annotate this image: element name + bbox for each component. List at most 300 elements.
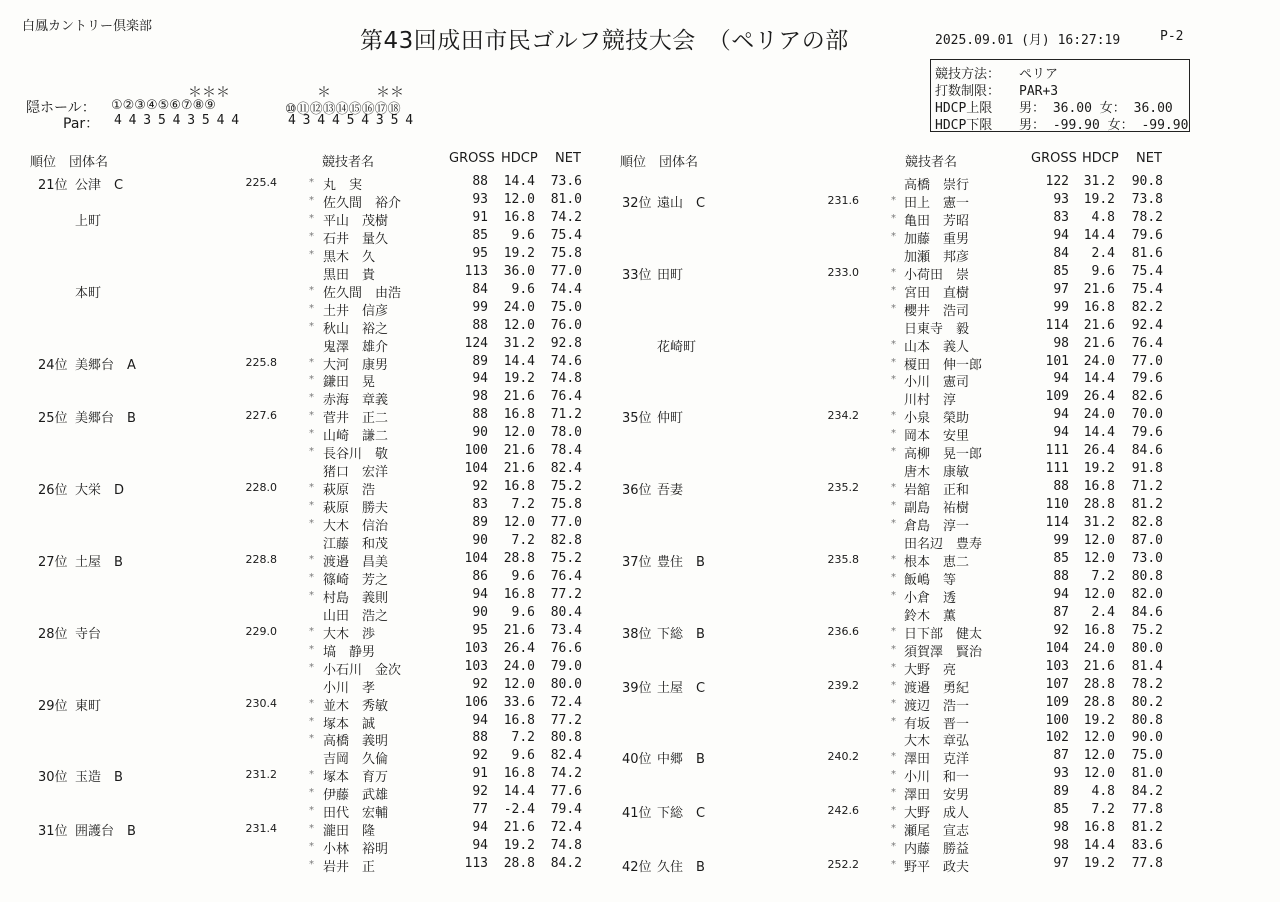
counted-mark: * xyxy=(891,428,896,439)
net-cell: 74.8 xyxy=(550,371,582,386)
player-name-cell: 塚本 誠 xyxy=(323,717,376,732)
gross-cell: 93 xyxy=(1053,766,1069,781)
player-name-cell: 猪口 宏洋 xyxy=(323,465,389,480)
player-name-cell: 秋山 裕之 xyxy=(323,322,389,337)
hdcp-cell: 24.0 xyxy=(503,659,535,674)
net-cell: 74.8 xyxy=(550,838,582,853)
player-name-cell: 加藤 重男 xyxy=(904,232,970,247)
gross-cell: 94 xyxy=(472,820,488,835)
net-cell: 80.8 xyxy=(1131,713,1163,728)
gross-cell: 90 xyxy=(472,533,488,548)
hdcp-cell: 31.2 xyxy=(503,336,535,351)
net-cell: 84.6 xyxy=(1131,605,1163,620)
left-col-net: NET xyxy=(555,151,581,166)
counted-mark: * xyxy=(309,357,314,368)
gross-cell: 92 xyxy=(472,784,488,799)
rank-cell: 27位 xyxy=(38,555,68,570)
net-cell: 81.0 xyxy=(550,192,582,207)
rank-cell: 21位 xyxy=(38,178,68,193)
hdcp-cell: 12.0 xyxy=(1083,587,1115,602)
counted-mark: * xyxy=(309,716,314,727)
player-name-cell: 小林 裕明 xyxy=(323,842,389,857)
player-name-cell: 澤田 克洋 xyxy=(904,752,970,767)
hdcp-cell: 12.0 xyxy=(1083,533,1115,548)
gross-cell: 104 xyxy=(1045,641,1069,656)
net-cell: 75.4 xyxy=(1131,264,1163,279)
player-name-cell: 萩原 勝夫 xyxy=(323,501,389,516)
gross-cell: 100 xyxy=(464,443,488,458)
hdcp-cell: 24.0 xyxy=(1083,407,1115,422)
team-cell: 田町 xyxy=(657,268,684,283)
counted-mark: * xyxy=(891,339,896,350)
gross-cell: 95 xyxy=(472,246,488,261)
player-name-cell: 鈴木 薫 xyxy=(904,609,957,624)
hdcp-cell: 14.4 xyxy=(1083,838,1115,853)
player-name-cell: 小川 孝 xyxy=(323,681,376,696)
gross-cell: 109 xyxy=(1045,695,1069,710)
gross-cell: 94 xyxy=(472,838,488,853)
left-col-player: 競技者名 xyxy=(322,155,375,170)
net-cell: 78.4 xyxy=(550,443,582,458)
net-cell: 79.6 xyxy=(1131,228,1163,243)
team-cell: 美郷台 A xyxy=(75,358,136,373)
team-cell: 美郷台 B xyxy=(75,411,136,426)
counted-mark: * xyxy=(891,357,896,368)
right-col-hdcp: HDCP xyxy=(1082,151,1119,166)
rank-cell: 24位 xyxy=(38,358,68,373)
hdcp-cell: 12.0 xyxy=(503,192,535,207)
player-name-cell: 佐久間 由浩 xyxy=(323,286,402,301)
player-name-cell: 榎田 伸一郎 xyxy=(904,358,983,373)
counted-mark: * xyxy=(891,267,896,278)
gross-cell: 114 xyxy=(1045,318,1069,333)
player-name-cell: 日東寺 毅 xyxy=(904,322,970,337)
team-cell: 公津 C xyxy=(75,178,124,193)
counted-mark: * xyxy=(891,823,896,834)
hdcp-cell: 14.4 xyxy=(503,784,535,799)
counted-mark: * xyxy=(309,733,314,744)
net-cell: 76.4 xyxy=(1131,336,1163,351)
rank-cell: 38位 xyxy=(622,627,652,642)
gross-cell: 94 xyxy=(1053,407,1069,422)
hdcp-cell: 2.4 xyxy=(1091,246,1115,261)
club-name: 白鳳カントリー倶楽部 xyxy=(22,19,153,34)
net-cell: 74.6 xyxy=(550,354,582,369)
counted-mark: * xyxy=(891,698,896,709)
counted-mark: * xyxy=(309,392,314,403)
counted-mark: * xyxy=(891,195,896,206)
net-cell: 79.6 xyxy=(1131,425,1163,440)
player-name-cell: 吉岡 久倫 xyxy=(323,752,389,767)
gross-cell: 91 xyxy=(472,210,488,225)
hdcp-cell: 16.8 xyxy=(1083,820,1115,835)
player-name-cell: 瀬尾 宣志 xyxy=(904,824,970,839)
back-hole-numbers: ⑩⑪⑫⑬⑭⑮⑯⑰⑱ xyxy=(285,102,401,117)
net-cell: 76.0 xyxy=(550,318,582,333)
hdcp-cell: 14.4 xyxy=(1083,228,1115,243)
gross-cell: 104 xyxy=(464,551,488,566)
player-name-cell: 江藤 和茂 xyxy=(323,537,389,552)
right-col-gross: GROSS xyxy=(1031,151,1077,166)
hdcp-cell: 12.0 xyxy=(503,515,535,530)
gross-cell: 99 xyxy=(1053,533,1069,548)
player-name-cell: 渡邉 昌美 xyxy=(323,555,389,570)
team-total-cell: 225.8 xyxy=(245,356,277,369)
counted-mark: * xyxy=(891,644,896,655)
hdcp-cell: 2.4 xyxy=(1091,605,1115,620)
player-name-cell: 川村 淳 xyxy=(904,393,957,408)
player-name-cell: 山崎 謙二 xyxy=(323,429,389,444)
gross-cell: 102 xyxy=(1045,730,1069,745)
player-name-cell: 高橋 崇行 xyxy=(904,178,970,193)
counted-mark: * xyxy=(309,859,314,870)
hdcp-cell: 12.0 xyxy=(1083,730,1115,745)
gross-cell: 84 xyxy=(1053,246,1069,261)
counted-mark: * xyxy=(309,249,314,260)
counted-mark: * xyxy=(891,841,896,852)
net-cell: 82.6 xyxy=(1131,389,1163,404)
net-cell: 73.0 xyxy=(1131,551,1163,566)
player-name-cell: 加瀬 邦彦 xyxy=(904,250,970,265)
counted-mark: * xyxy=(309,500,314,511)
gross-cell: 88 xyxy=(1053,569,1069,584)
hdcp-cell: 14.4 xyxy=(1083,425,1115,440)
hdcp-cell: 12.0 xyxy=(1083,551,1115,566)
player-name-cell: 小石川 金次 xyxy=(323,663,402,678)
gross-cell: 103 xyxy=(464,641,488,656)
rule-stroke-limit: 打数制限： PAR+3 xyxy=(935,84,1059,99)
net-cell: 82.2 xyxy=(1131,300,1163,315)
hdcp-cell: 28.8 xyxy=(503,856,535,871)
net-cell: 77.8 xyxy=(1131,802,1163,817)
gross-cell: 94 xyxy=(472,713,488,728)
hdcp-cell: 9.6 xyxy=(511,748,535,763)
hdcp-cell: 19.2 xyxy=(503,371,535,386)
counted-mark: * xyxy=(309,518,314,529)
gross-cell: 100 xyxy=(1045,713,1069,728)
net-cell: 75.0 xyxy=(1131,748,1163,763)
back-par-values: 4 3 4 4 5 4 3 5 4 xyxy=(288,113,413,128)
net-cell: 74.2 xyxy=(550,766,582,781)
gross-cell: 85 xyxy=(1053,802,1069,817)
hdcp-cell: 19.2 xyxy=(1083,461,1115,476)
hdcp-cell: 24.0 xyxy=(1083,641,1115,656)
team-cell: 久住 B xyxy=(657,860,705,875)
hdcp-cell: 21.6 xyxy=(503,461,535,476)
counted-mark: * xyxy=(891,859,896,870)
counted-mark: * xyxy=(891,500,896,511)
gross-cell: 88 xyxy=(1053,479,1069,494)
player-name-cell: 赤海 章義 xyxy=(323,393,389,408)
counted-mark: * xyxy=(891,374,896,385)
gross-cell: 99 xyxy=(1053,300,1069,315)
team-cell: 遠山 C xyxy=(657,196,706,211)
page-title: 第43回成田市民ゴルフ競技大会 （ペリアの部 xyxy=(360,28,849,54)
hdcp-cell: 16.8 xyxy=(503,713,535,728)
rank-cell: 26位 xyxy=(38,483,68,498)
player-name-cell: 黒田 貴 xyxy=(323,268,376,283)
net-cell: 90.0 xyxy=(1131,730,1163,745)
net-cell: 72.4 xyxy=(550,820,582,835)
print-datetime: 2025.09.01 (月) 16:27:19 xyxy=(935,33,1121,48)
player-name-cell: 土井 信彦 xyxy=(323,304,389,319)
counted-mark: * xyxy=(309,374,314,385)
counted-mark: * xyxy=(891,572,896,583)
player-name-cell: 副島 祐樹 xyxy=(904,501,970,516)
hdcp-cell: 28.8 xyxy=(1083,695,1115,710)
player-name-cell: 大木 渉 xyxy=(323,627,376,642)
page-number: P-2 xyxy=(1160,29,1184,44)
rank-cell: 39位 xyxy=(622,681,652,696)
hdcp-cell: 4.8 xyxy=(1091,784,1115,799)
counted-mark: * xyxy=(891,680,896,691)
hdcp-cell: 9.6 xyxy=(511,605,535,620)
hdcp-cell: 28.8 xyxy=(503,551,535,566)
player-name-cell: 丸 実 xyxy=(323,178,363,193)
counted-mark: * xyxy=(309,195,314,206)
gross-cell: 95 xyxy=(472,623,488,638)
gross-cell: 92 xyxy=(472,748,488,763)
gross-cell: 92 xyxy=(472,677,488,692)
rank-cell: 36位 xyxy=(622,483,652,498)
net-cell: 81.6 xyxy=(1131,246,1163,261)
net-cell: 79.0 xyxy=(550,659,582,674)
front-par-values: 4 4 3 5 4 3 5 4 4 xyxy=(114,113,239,128)
team-total-cell: 229.0 xyxy=(245,625,277,638)
counted-mark: * xyxy=(309,554,314,565)
gross-cell: 106 xyxy=(464,695,488,710)
gross-cell: 86 xyxy=(472,569,488,584)
counted-mark: * xyxy=(309,321,314,332)
net-cell: 81.2 xyxy=(1131,497,1163,512)
counted-mark: * xyxy=(309,769,314,780)
gross-cell: 107 xyxy=(1045,677,1069,692)
net-cell: 77.0 xyxy=(1131,354,1163,369)
player-name-cell: 田上 憲一 xyxy=(904,196,970,211)
gross-cell: 99 xyxy=(472,300,488,315)
counted-mark: * xyxy=(891,787,896,798)
hdcp-cell: 24.0 xyxy=(1083,354,1115,369)
gross-cell: 122 xyxy=(1045,174,1069,189)
net-cell: 78.2 xyxy=(1131,677,1163,692)
gross-cell: 94 xyxy=(472,587,488,602)
team-cell: 吾妻 xyxy=(657,483,684,498)
gross-cell: 87 xyxy=(1053,748,1069,763)
hdcp-cell: 16.8 xyxy=(503,210,535,225)
hdcp-cell: 7.2 xyxy=(511,730,535,745)
net-cell: 76.4 xyxy=(550,569,582,584)
counted-mark: * xyxy=(309,644,314,655)
team-total-cell: 230.4 xyxy=(245,697,277,710)
front-hidden-stars: ＊＊＊ xyxy=(188,85,230,101)
gross-cell: 84 xyxy=(472,282,488,297)
hdcp-cell: 9.6 xyxy=(511,569,535,584)
counted-mark: * xyxy=(891,410,896,421)
counted-mark: * xyxy=(891,285,896,296)
hdcp-cell: 7.2 xyxy=(1091,802,1115,817)
hdcp-cell: 16.8 xyxy=(1083,479,1115,494)
counted-mark: * xyxy=(891,213,896,224)
hdcp-cell: 21.6 xyxy=(1083,282,1115,297)
net-cell: 81.0 xyxy=(1131,766,1163,781)
team-total-cell: 236.6 xyxy=(827,625,859,638)
player-name-cell: 鎌田 晃 xyxy=(323,375,376,390)
player-name-cell: 佐久間 裕介 xyxy=(323,196,402,211)
net-cell: 76.4 xyxy=(550,389,582,404)
gross-cell: 90 xyxy=(472,425,488,440)
hdcp-cell: 7.2 xyxy=(1091,569,1115,584)
player-name-cell: 高橋 義明 xyxy=(323,734,389,749)
gross-cell: 88 xyxy=(472,730,488,745)
left-col-rank-team: 順位 団体名 xyxy=(30,155,109,170)
net-cell: 92.8 xyxy=(550,336,582,351)
hdcp-cell: 33.6 xyxy=(503,695,535,710)
rank-cell: 33位 xyxy=(622,268,652,283)
hdcp-cell: 19.2 xyxy=(1083,713,1115,728)
gross-cell: 94 xyxy=(472,371,488,386)
team-total-cell: 235.8 xyxy=(827,553,859,566)
player-name-cell: 小川 和一 xyxy=(904,770,970,785)
player-name-cell: 伊藤 武雄 xyxy=(323,788,389,803)
player-name-cell: 小荷田 崇 xyxy=(904,268,970,283)
hdcp-cell: 19.2 xyxy=(503,838,535,853)
hdcp-cell: 16.8 xyxy=(1083,300,1115,315)
right-col-rank-team: 順位 団体名 xyxy=(620,155,699,170)
team-cell: 下総 C xyxy=(657,806,706,821)
counted-mark: * xyxy=(891,518,896,529)
gross-cell: 85 xyxy=(472,228,488,243)
gross-cell: 91 xyxy=(472,766,488,781)
net-cell: 78.0 xyxy=(550,425,582,440)
net-cell: 81.4 xyxy=(1131,659,1163,674)
team-total-cell: 231.2 xyxy=(245,768,277,781)
team-cell: 東町 xyxy=(75,699,102,714)
net-cell: 77.0 xyxy=(550,515,582,530)
player-name-cell: 大河 康男 xyxy=(323,358,389,373)
counted-mark: * xyxy=(891,303,896,314)
counted-mark: * xyxy=(309,177,314,188)
player-name-cell: 岩舘 正和 xyxy=(904,483,970,498)
net-cell: 77.2 xyxy=(550,713,582,728)
counted-mark: * xyxy=(309,446,314,457)
hdcp-cell: 16.8 xyxy=(503,587,535,602)
team-total-cell: 239.2 xyxy=(827,679,859,692)
player-name-cell: 日下部 健太 xyxy=(904,627,983,642)
rank-cell: 31位 xyxy=(38,824,68,839)
gross-cell: 111 xyxy=(1045,443,1069,458)
counted-mark: * xyxy=(891,769,896,780)
gross-cell: 113 xyxy=(464,856,488,871)
team-cell: 本町 xyxy=(75,286,102,301)
rank-cell: 41位 xyxy=(622,806,652,821)
hdcp-cell: 14.4 xyxy=(503,174,535,189)
player-name-cell: 有坂 晋一 xyxy=(904,717,970,732)
hdcp-cell: 28.8 xyxy=(1083,497,1115,512)
gross-cell: 111 xyxy=(1045,461,1069,476)
gross-cell: 110 xyxy=(1045,497,1069,512)
net-cell: 80.0 xyxy=(550,677,582,692)
player-name-cell: 山田 浩之 xyxy=(323,609,389,624)
gross-cell: 97 xyxy=(1053,856,1069,871)
net-cell: 72.4 xyxy=(550,695,582,710)
rule-hdcp-lower: HDCP下限 男： -99.90 女： -99.90 xyxy=(935,118,1189,133)
player-name-cell: 平山 茂樹 xyxy=(323,214,389,229)
net-cell: 92.4 xyxy=(1131,318,1163,333)
gross-cell: 94 xyxy=(1053,228,1069,243)
counted-mark: * xyxy=(309,213,314,224)
rank-cell: 25位 xyxy=(38,411,68,426)
hdcp-cell: 14.4 xyxy=(503,354,535,369)
gross-cell: 98 xyxy=(1053,820,1069,835)
hdcp-cell: 19.2 xyxy=(1083,856,1115,871)
hdcp-cell: 24.0 xyxy=(503,300,535,315)
net-cell: 82.4 xyxy=(550,461,582,476)
counted-mark: * xyxy=(309,787,314,798)
hdcp-cell: 12.0 xyxy=(503,425,535,440)
player-name-cell: 塚本 育万 xyxy=(323,770,389,785)
net-cell: 75.8 xyxy=(550,246,582,261)
net-cell: 91.8 xyxy=(1131,461,1163,476)
counted-mark: * xyxy=(891,805,896,816)
rank-cell: 40位 xyxy=(622,752,652,767)
net-cell: 80.8 xyxy=(550,730,582,745)
net-cell: 74.2 xyxy=(550,210,582,225)
gross-cell: 98 xyxy=(472,389,488,404)
net-cell: 73.6 xyxy=(550,174,582,189)
gross-cell: 92 xyxy=(472,479,488,494)
gross-cell: 97 xyxy=(1053,282,1069,297)
net-cell: 75.0 xyxy=(550,300,582,315)
hdcp-cell: 12.0 xyxy=(503,677,535,692)
net-cell: 82.0 xyxy=(1131,587,1163,602)
hdcp-cell: 21.6 xyxy=(1083,659,1115,674)
gross-cell: 93 xyxy=(1053,192,1069,207)
counted-mark: * xyxy=(891,482,896,493)
rank-cell: 28位 xyxy=(38,627,68,642)
hdcp-cell: 26.4 xyxy=(1083,443,1115,458)
team-total-cell: 242.6 xyxy=(827,804,859,817)
gross-cell: 94 xyxy=(1053,587,1069,602)
player-name-cell: 萩原 浩 xyxy=(323,483,376,498)
player-name-cell: 鬼澤 雄介 xyxy=(323,340,389,355)
team-cell: 豊住 B xyxy=(657,555,705,570)
net-cell: 77.8 xyxy=(1131,856,1163,871)
counted-mark: * xyxy=(309,482,314,493)
net-cell: 79.6 xyxy=(1131,371,1163,386)
team-cell: 仲町 xyxy=(657,411,684,426)
counted-mark: * xyxy=(309,231,314,242)
net-cell: 82.8 xyxy=(1131,515,1163,530)
player-name-cell: 須賀澤 賢治 xyxy=(904,645,983,660)
left-col-hdcp: HDCP xyxy=(501,151,538,166)
net-cell: 75.2 xyxy=(550,479,582,494)
rank-cell: 42位 xyxy=(622,860,652,875)
net-cell: 83.6 xyxy=(1131,838,1163,853)
net-cell: 77.6 xyxy=(550,784,582,799)
team-total-cell: 227.6 xyxy=(245,409,277,422)
hdcp-cell: 26.4 xyxy=(503,641,535,656)
hdcp-cell: 16.8 xyxy=(503,766,535,781)
gross-cell: 93 xyxy=(472,192,488,207)
player-name-cell: 野平 政夫 xyxy=(904,860,970,875)
hdcp-cell: 16.8 xyxy=(1083,623,1115,638)
gross-cell: 114 xyxy=(1045,515,1069,530)
team-total-cell: 252.2 xyxy=(827,858,859,871)
back-hidden-star-a: ＊ xyxy=(317,85,331,101)
rules-box xyxy=(930,59,1190,132)
player-name-cell: 石井 量久 xyxy=(323,232,389,247)
counted-mark: * xyxy=(309,662,314,673)
